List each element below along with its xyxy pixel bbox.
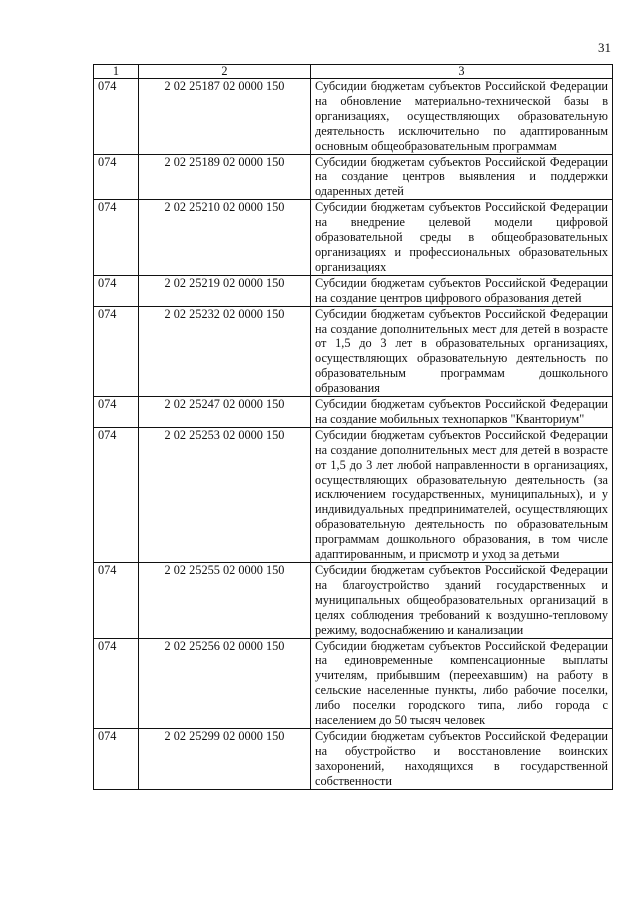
admin-code-cell: 074	[94, 306, 139, 396]
budget-code-cell: 2 02 25299 02 0000 150	[139, 728, 311, 789]
budget-code-cell: 2 02 25210 02 0000 150	[139, 200, 311, 276]
table-row	[94, 563, 613, 639]
description-cell: Субсидии бюджетам субъектов Российской Федерации на создание центров выявления и поддержки одаренных детей	[311, 154, 613, 200]
admin-code-cell: 074	[94, 275, 139, 306]
table-row	[94, 275, 613, 306]
table-row	[94, 200, 613, 276]
admin-code-cell: 074	[94, 427, 139, 562]
table-row	[94, 427, 613, 562]
page-number: 31	[598, 40, 611, 55]
admin-code-cell: 074	[94, 638, 139, 728]
description-cell: Субсидии бюджетам субъектов Российской Федерации на единовременные компенсационные выплаты учителям, прибывшим (переехавшим) на работу в сельские населенные пункты, либо рабочие поселки, либо поселки городского типа, либо города с населением до 50 тысяч человек	[311, 638, 613, 728]
admin-code-cell: 074	[94, 79, 139, 155]
table-row	[94, 397, 613, 428]
column-header-3: 3	[311, 65, 613, 79]
table-row	[94, 79, 613, 155]
table-row	[94, 306, 613, 396]
admin-code-cell: 074	[94, 728, 139, 789]
budget-code-cell: 2 02 25247 02 0000 150	[139, 397, 311, 428]
budget-code-cell: 2 02 25189 02 0000 150	[139, 154, 311, 200]
column-header-2: 2	[139, 65, 311, 79]
admin-code-cell: 074	[94, 154, 139, 200]
table-row	[94, 638, 613, 728]
table-row	[94, 154, 613, 200]
budget-classification-table	[93, 64, 613, 790]
budget-code-cell: 2 02 25253 02 0000 150	[139, 427, 311, 562]
admin-code-cell: 074	[94, 397, 139, 428]
column-header-1: 1	[94, 65, 139, 79]
budget-code-cell: 2 02 25232 02 0000 150	[139, 306, 311, 396]
description-cell: Субсидии бюджетам субъектов Российской Федерации на благоустройство зданий государственных и муниципальных общеобразовательных организаций в целях соблюдения требований к воздушно-тепловому режиму, водоснабжению и канализации	[311, 563, 613, 639]
description-cell: Субсидии бюджетам субъектов Российской Федерации на обновление материально-технической базы в организациях, осуществляющих образовательную деятельность исключительно по адаптированным основным общеобразовательным программам	[311, 79, 613, 155]
admin-code-cell: 074	[94, 200, 139, 276]
table-row	[94, 728, 613, 789]
description-cell: Субсидии бюджетам субъектов Российской Федерации на внедрение целевой модели цифровой образовательной среды в общеобразовательных организациях и профессиональных образовательных организациях	[311, 200, 613, 276]
description-cell: Субсидии бюджетам субъектов Российской Федерации на создание дополнительных мест для детей в возрасте от 1,5 до 3 лет в образовательных организациях, осуществляющих образовательную деятельность по образовательным программам дошкольного образования	[311, 306, 613, 396]
budget-code-cell: 2 02 25219 02 0000 150	[139, 275, 311, 306]
description-cell: Субсидии бюджетам субъектов Российской Федерации на обустройство и восстановление воинских захоронений, находящихся в государственной собственности	[311, 728, 613, 789]
budget-code-cell: 2 02 25256 02 0000 150	[139, 638, 311, 728]
table-header-row	[94, 65, 613, 79]
budget-code-cell: 2 02 25187 02 0000 150	[139, 79, 311, 155]
description-cell: Субсидии бюджетам субъектов Российской Федерации на создание мобильных технопарков "Кванториум"	[311, 397, 613, 428]
description-cell: Субсидии бюджетам субъектов Российской Федерации на создание центров цифрового образования детей	[311, 275, 613, 306]
admin-code-cell: 074	[94, 563, 139, 639]
budget-code-cell: 2 02 25255 02 0000 150	[139, 563, 311, 639]
description-cell: Субсидии бюджетам субъектов Российской Федерации на создание дополнительных мест для детей в возрасте от 1,5 до 3 лет любой направленности в организациях, осуществляющих образовательную деятельность (за исключением государственных, муниципальных), и у индивидуальных предпринимателей, осуществляющих образовательную деятельность по образовательным программам дошкольного образования, в том числе адаптированным, и присмотр и уход за детьми	[311, 427, 613, 562]
